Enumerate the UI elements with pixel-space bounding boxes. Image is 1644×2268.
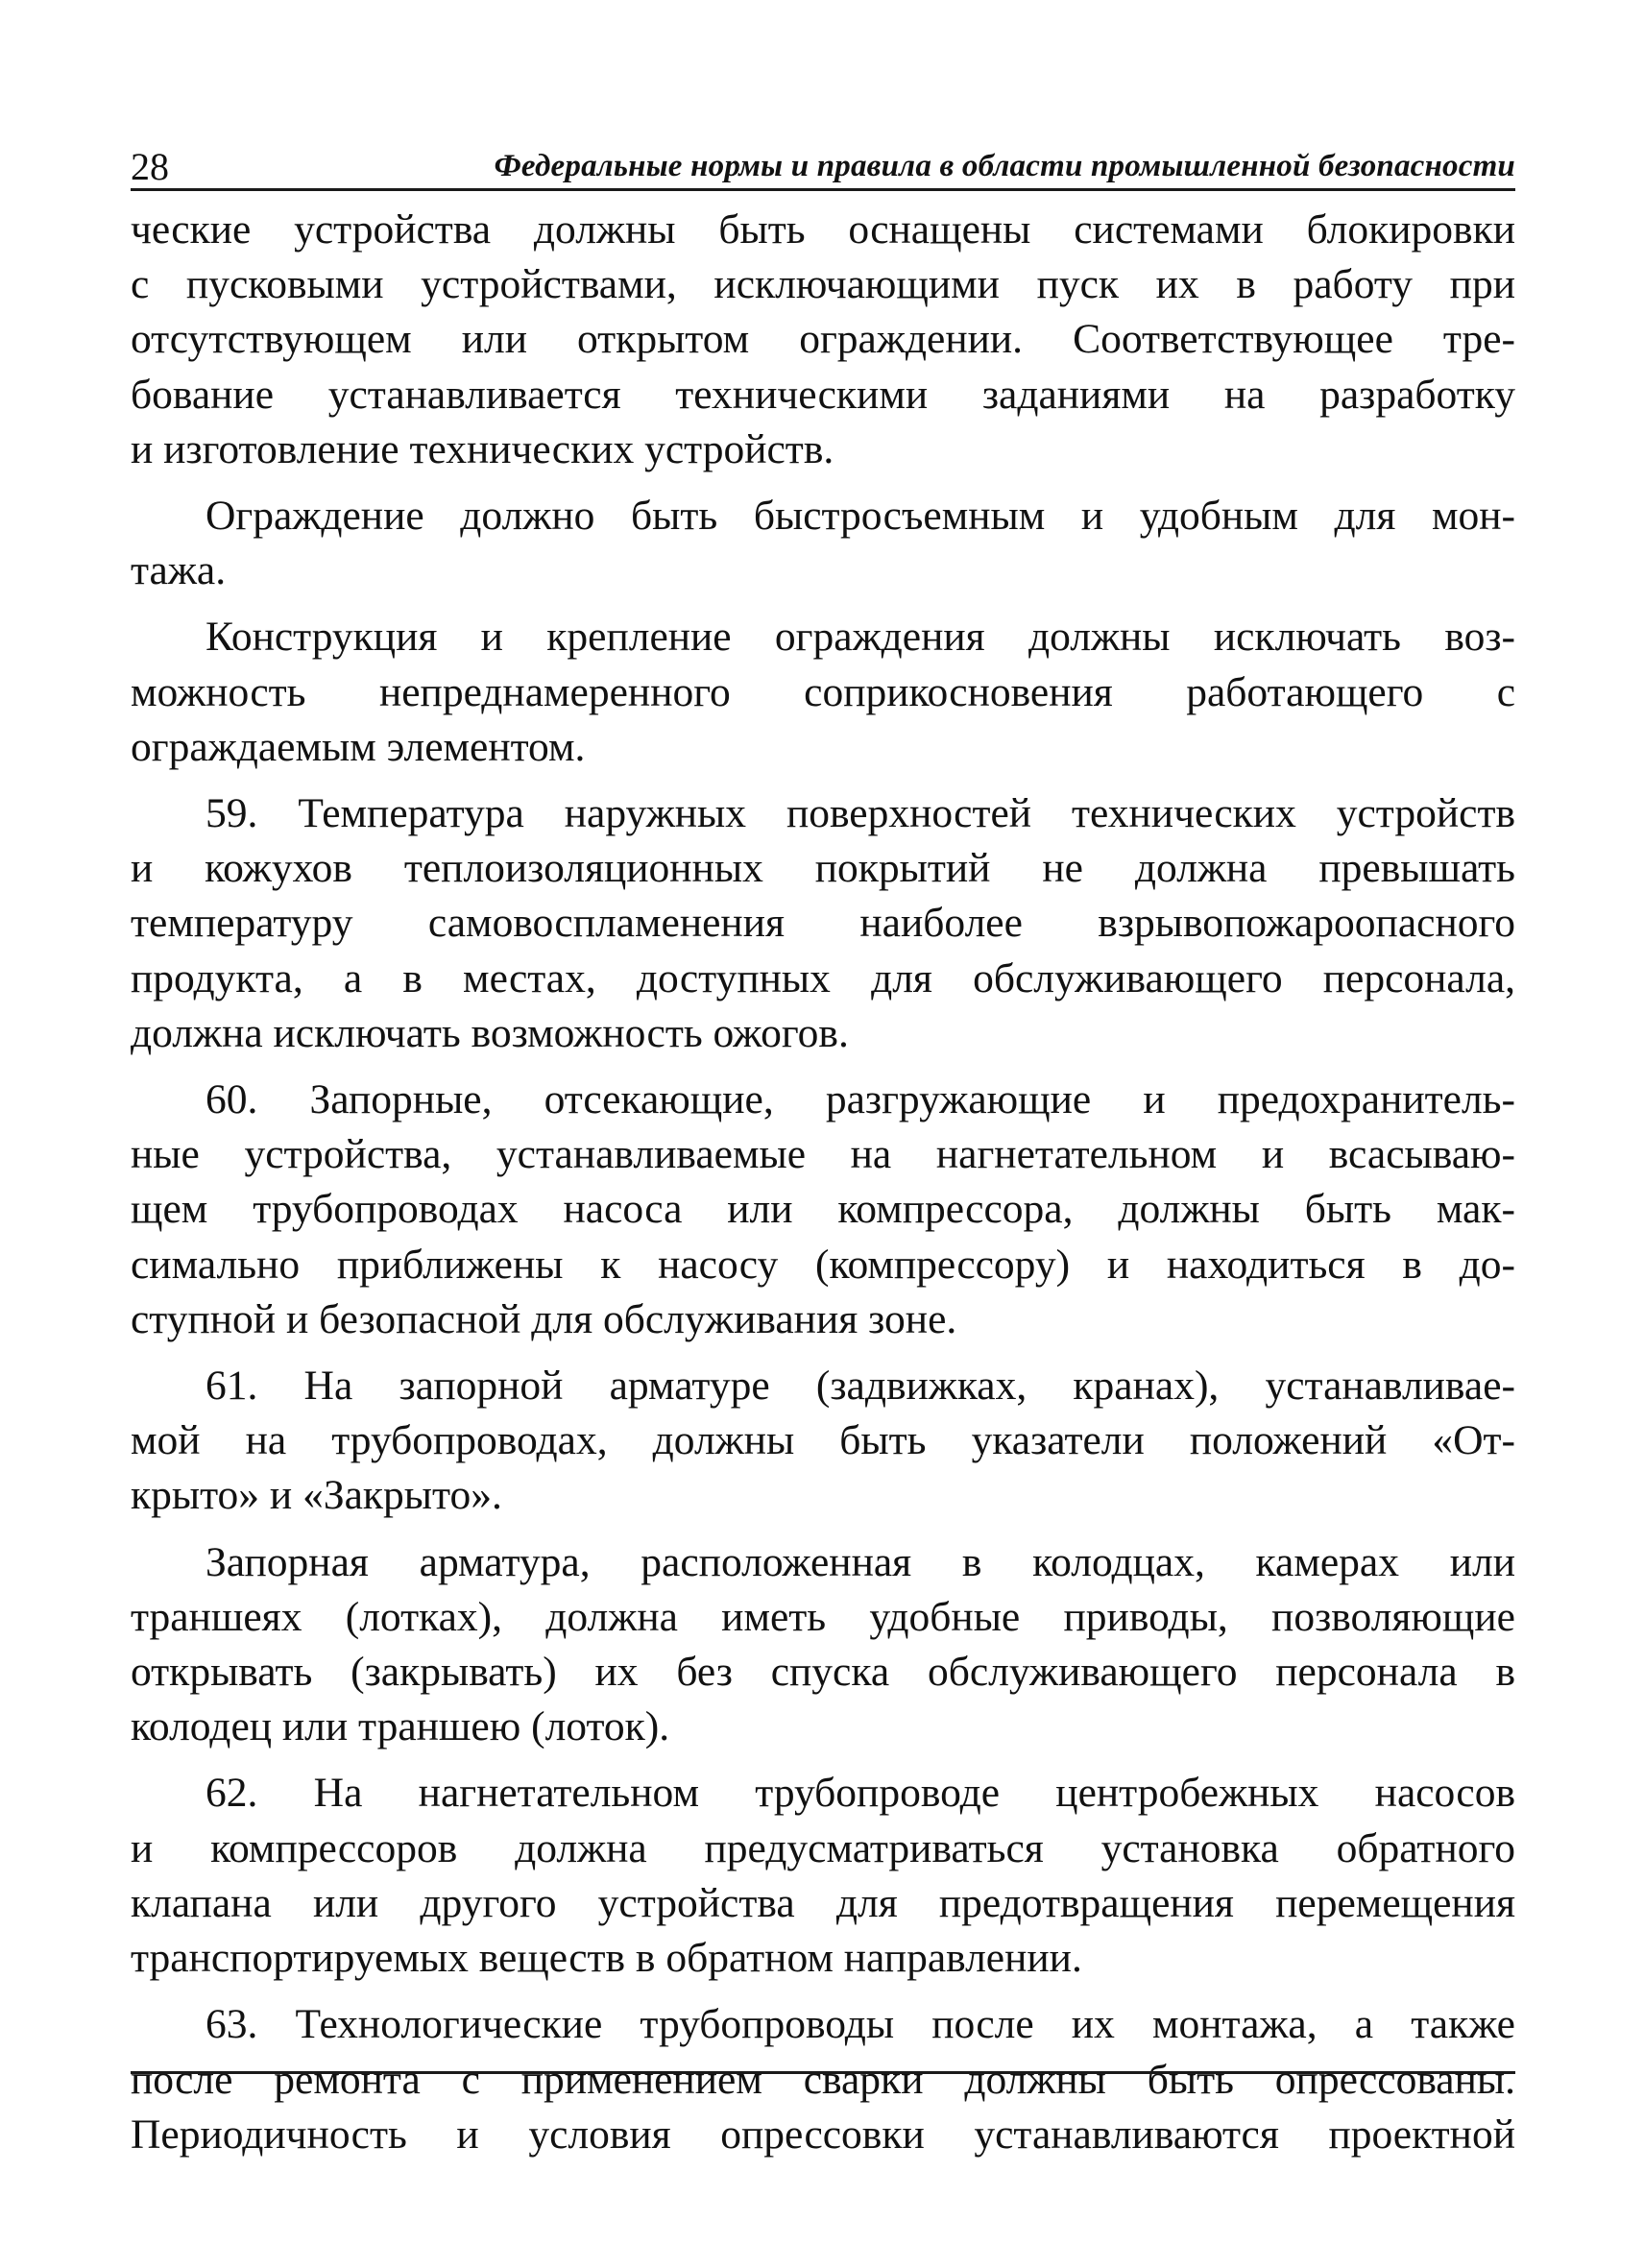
text-line: открывать (закрывать) их без спуска обслуживающего персонала в	[131, 1649, 1515, 1696]
text-line: траншеях (лотках), должна иметь удобные приводы, позволяющие	[131, 1593, 1515, 1640]
running-title: Федеральные нормы и правила в области промышленной безопасности	[494, 149, 1515, 183]
paragraph	[131, 1073, 1515, 1347]
text-line: мой на трубопроводах, должны быть указатели положений «От-	[131, 1417, 1515, 1464]
text-line: Ограждение должно быть быстросъемным и удобным для мон-	[206, 493, 1515, 540]
paragraph	[131, 1535, 1515, 1755]
text-line: транспортируемых веществ в обратном направлении.	[131, 1935, 1082, 1982]
running-header	[131, 134, 1515, 191]
bottom-rule	[131, 2071, 1515, 2074]
text-line: и изготовление технических устройств.	[131, 425, 834, 472]
paragraph	[131, 489, 1515, 598]
text-line: симально приближены к насосу (компрессору) и находиться в до-	[131, 1241, 1515, 1288]
text-line: клапана или другого устройства для предотвращения перемещения	[131, 1879, 1515, 1926]
text-line: бование устанавливается техническими заданиями на разработку	[131, 371, 1515, 418]
paragraph	[131, 203, 1515, 477]
text-line: Конструкция и крепление ограждения должны исключать воз-	[206, 614, 1515, 661]
page-number: 28	[131, 145, 169, 188]
text-line: после ремонта с применением сварки должны быть опрессованы.	[131, 2056, 1515, 2103]
document-page	[131, 134, 1515, 2174]
paragraph	[131, 610, 1515, 775]
text-line: продукта, а в местах, доступных для обслуживающего персонала,	[131, 954, 1515, 1001]
text-line: должна исключать возможность ожогов.	[131, 1009, 849, 1056]
text-line: можность непреднамеренного соприкосновения работающего с	[131, 668, 1515, 715]
text-line: ные устройства, устанавливаемые на нагнетательном и всасываю-	[131, 1131, 1515, 1178]
text-line: ограждаемым элементом.	[131, 723, 586, 770]
text-line: 63. Технологические трубопроводы после их монтажа, а также	[206, 2001, 1515, 2048]
text-line: 59. Температура наружных поверхностей технических устройств	[206, 790, 1515, 837]
text-line: 61. На запорной арматуре (задвижках, кранах), устанавливае-	[206, 1363, 1515, 1410]
paragraph	[131, 1997, 1515, 2162]
text-line: и кожухов теплоизоляционных покрытий не должна превышать	[131, 845, 1515, 892]
text-line: Периодичность и условия опрессовки устанавливаются проектной	[131, 2111, 1515, 2158]
text-line: и компрессоров должна предусматриваться установка обратного	[131, 1824, 1515, 1871]
text-line: 60. Запорные, отсекающие, разгружающие и предохранитель-	[206, 1076, 1515, 1123]
text-line: отсутствующем или открытом ограждении. Соответствующее тре-	[131, 316, 1515, 363]
body-text	[131, 203, 1515, 2162]
paragraph	[131, 1359, 1515, 1524]
text-line: колодец или траншею (лоток).	[131, 1703, 670, 1750]
text-line: тажа.	[131, 547, 227, 594]
text-line: ческие устройства должны быть оснащены системами блокировки	[131, 206, 1515, 253]
text-line: температуру самовоспламенения наиболее взрывопожароопасного	[131, 900, 1515, 947]
paragraph	[131, 786, 1515, 1061]
text-line: Запорная арматура, расположенная в колодцах, камерах или	[206, 1538, 1515, 1585]
text-line: с пусковыми устройствами, исключающими пуск их в работу при	[131, 261, 1515, 308]
text-line: щем трубопроводах насоса или компрессора, должны быть мак-	[131, 1186, 1515, 1233]
text-line: ступной и безопасной для обслуживания зоне.	[131, 1295, 957, 1342]
paragraph	[131, 1766, 1515, 1986]
text-line: 62. На нагнетательном трубопроводе центробежных насосов	[206, 1770, 1515, 1817]
text-line: крыто» и «Закрыто».	[131, 1472, 502, 1519]
